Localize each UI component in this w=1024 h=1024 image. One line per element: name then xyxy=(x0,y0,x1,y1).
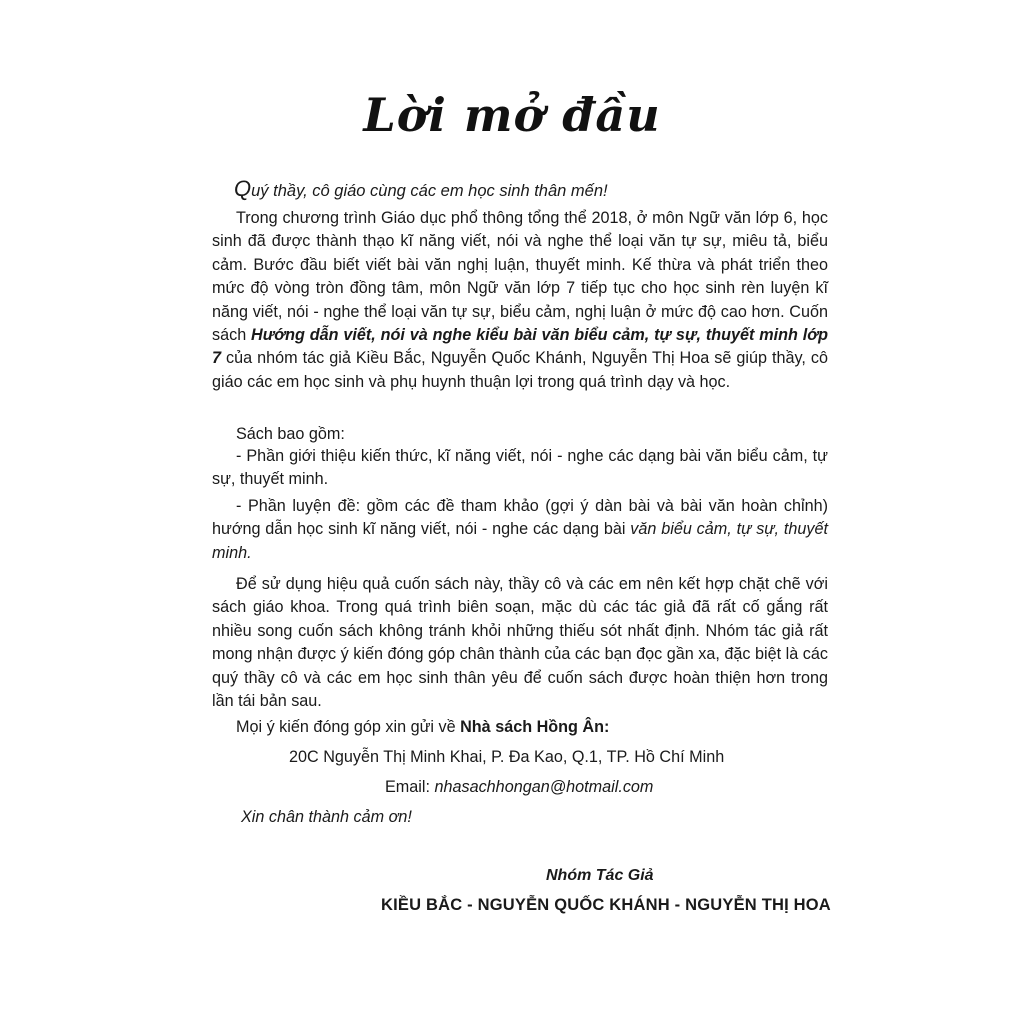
greeting xyxy=(234,176,608,202)
intro-text-b: của nhóm tác giả Kiều Bắc, Nguyễn Quốc Khánh, Nguyễn Thị Hoa sẽ giúp thầy, cô giáo các em học sinh và phụ huynh thuận lợi trong quá trình dạy và học. xyxy=(212,349,828,391)
contents-item-practice-italic: văn biểu cảm, tự sự, thuyết minh. xyxy=(212,520,828,562)
contents-heading: Sách bao gồm: xyxy=(236,425,345,443)
greeting-text: uý thầy, cô giáo cùng các em học sinh thân mến! xyxy=(251,182,608,200)
publisher-name: Nhà sách Hồng Ân: xyxy=(460,718,610,736)
contents-item-practice xyxy=(212,495,828,565)
page-title: Lời mở đầu xyxy=(363,88,661,142)
publisher-address: 20C Nguyễn Thị Minh Khai, P. Đa Kao, Q.1, TP. Hồ Chí Minh xyxy=(289,748,725,766)
thanks-line: Xin chân thành cảm ơn! xyxy=(241,808,412,826)
email-line xyxy=(385,778,653,797)
book-title: Hướng dẫn viết, nói và nghe kiểu bài văn biểu cảm, tự sự, thuyết minh lớp 7 xyxy=(212,326,828,368)
author-names: KIỀU BẮC - NGUYỄN QUỐC KHÁNH - NGUYỄN THỊ HOA xyxy=(381,896,831,914)
email-address: nhasachhongan@hotmail.com xyxy=(434,778,654,796)
greeting-initial: Q xyxy=(234,176,252,201)
author-group-label: Nhóm Tác Giả xyxy=(546,867,654,884)
intro-text-a: Trong chương trình Giáo dục phổ thông tổng thể 2018, ở môn Ngữ văn lớp 6, học sinh đã được thành thạo kĩ năng viết, nói và nghe thể loại văn tự sự, miêu tả, biểu cảm. Bước đầu biết viết bài văn nghị luận, thuyết minh. Kế thừa và phát triển theo mức độ vòng tròn đồng tâm, môn Ngữ văn lớp 7 tiếp tục cho học sinh rèn luyện kĩ năng viết, nói - nghe thể loại văn tự sự, biểu cảm, nghị luận ở mức độ cao hơn. Cuốn sách xyxy=(212,209,828,345)
intro-paragraph xyxy=(212,207,828,394)
contact-line xyxy=(236,718,609,737)
contents-item-intro: - Phần giới thiệu kiến thức, kĩ năng viết, nói - nghe các dạng bài văn biểu cảm, tự sự, thuyết minh. xyxy=(212,447,828,489)
email-label: Email: xyxy=(385,778,435,796)
closing-paragraph: Để sử dụng hiệu quả cuốn sách này, thầy cô và các em nên kết hợp chặt chẽ với sách giáo khoa. Trong quá trình biên soạn, mặc dù các tác giả đã rất cố gắng rất nhiều song cuốn sách không tránh khỏi những thiếu sót nhất định. Nhóm tác giả rất mong nhận được ý kiến đóng góp chân thành của các bạn đọc gần xa, đặc biệt là các quý thầy cô và các em học sinh thân yêu để cuốn sách được hoàn thiện hơn trong lần tái bản sau. xyxy=(212,575,828,711)
contents-item-practice-text: - Phần luyện đề: gồm các đề tham khảo (gợi ý dàn bài và bài văn hoàn chỉnh) hướng dẫn học sinh kĩ năng viết, nói - nghe các dạng bài xyxy=(212,497,828,539)
contact-intro: Mọi ý kiến đóng góp xin gửi về xyxy=(236,718,461,736)
